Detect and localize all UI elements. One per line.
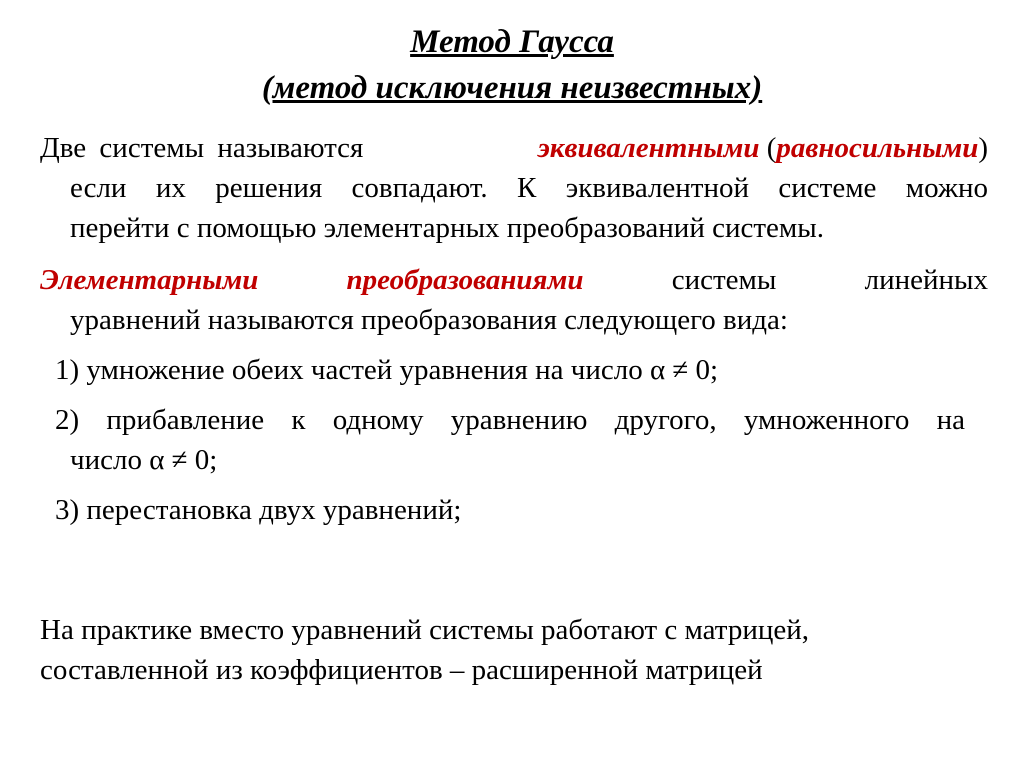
list-item-1: 1) умножение обеих частей уравнения на число α ≠ 0; [55, 354, 719, 386]
term-elementary: Элементарными [40, 264, 259, 296]
para2-text: системы [671, 264, 777, 296]
term-equipotent: равносильными [776, 132, 979, 164]
list-item-2: 2) прибавление к одному уравнению другого, умноженного на [55, 404, 965, 436]
para1-line2: если их решения совпадают. К эквивалентной системе можно [70, 172, 988, 204]
title-line-1: Метод Гаусса [410, 24, 614, 60]
term-transformations: преобразованиями [346, 264, 584, 296]
footer-line-2: составленной из коэффициентов – расширенной матрицей [40, 654, 763, 686]
para2-line2: уравнений называются преобразования следующего вида: [70, 304, 788, 336]
para2-text: линейных [864, 264, 988, 296]
para1-text: ( [759, 132, 777, 164]
list-item-3: 3) перестановка двух уравнений; [55, 494, 462, 526]
title-line-2: (метод исключения неизвестных) [261, 70, 763, 106]
term-equivalent: эквивалентными [537, 132, 760, 164]
para1-line3: перейти с помощью элементарных преобразований системы. [70, 212, 824, 244]
para2-line1 [40, 262, 988, 298]
para1-text: Две системы называются [40, 132, 377, 164]
para1-line1 [40, 130, 988, 166]
para1-text: ) [978, 132, 988, 164]
footer-line-1: На практике вместо уравнений системы работают с матрицей, [40, 614, 810, 646]
list-item-2-cont: число α ≠ 0; [70, 444, 218, 476]
